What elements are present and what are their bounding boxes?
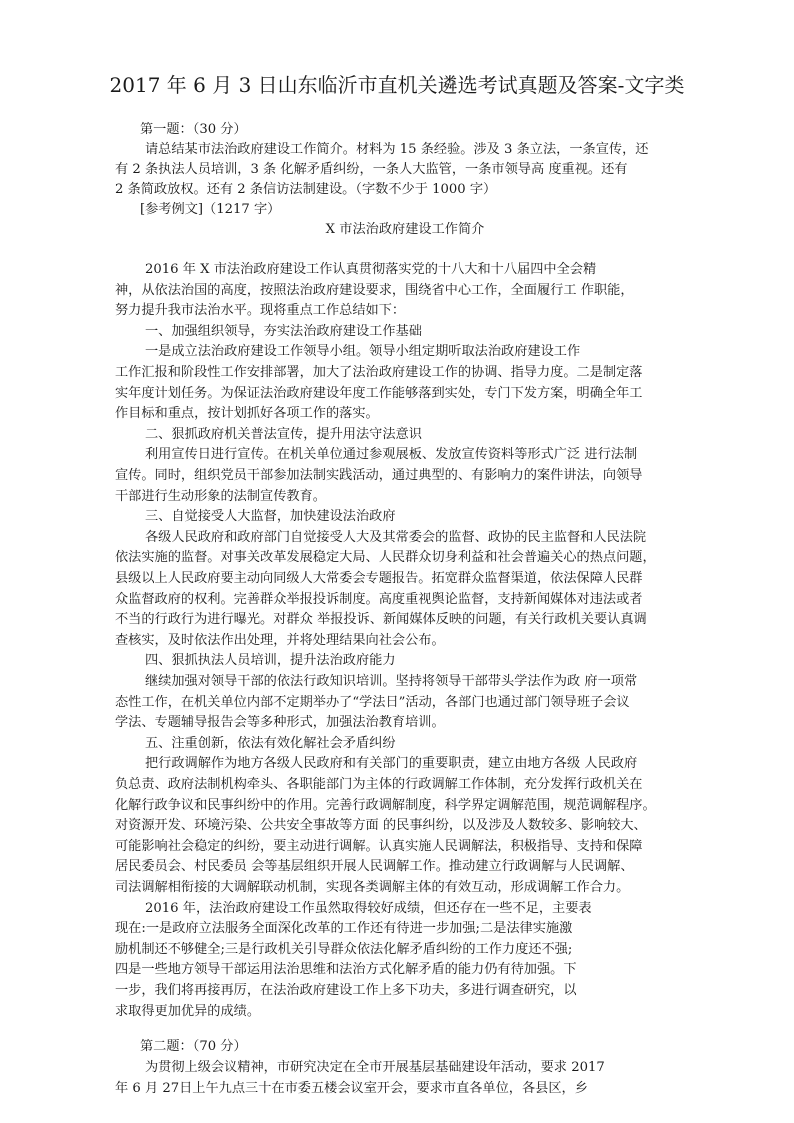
essay-title: X 市法治政府建设工作简介: [325, 222, 485, 237]
question-1-text-line: 有 2 条执法人员培训，3 条 化解矛盾纠纷，一条人大监管，一条市领导高 度重视。还有: [115, 162, 628, 177]
essay-line: 神，从依法治国的高度，按照法治政府建设要求，围绕省中心工作，全面履行工 作职能，: [115, 282, 634, 298]
essay-line: 众监督政府的权利。完善群众举报投诉制度。高度重视舆论监督，支持新闻媒体对违法或者: [115, 591, 643, 607]
essay-line: 各级人民政府和政府部门自觉接受人大及其常委会的监督、政协的民主监督和人民法院: [145, 529, 647, 545]
question-1-text-line: 2 条简政放权。还有 2 条信访法制建设。（字数不少于 1000 字）: [115, 182, 497, 197]
question-1-text-line: 请总结某市法治政府建设工作简介。材料为 15 条经验。涉及 3 条立法，一条宣传，还: [145, 142, 649, 157]
reference-label: [参考例文]（1217 字）: [140, 202, 281, 217]
essay-line: 一是成立法治政府建设工作领导小组。领导小组定期听取法治政府建设工作: [145, 344, 581, 360]
essay-line: 工作汇报和阶段性工作安排部署，加大了法治政府建设工作的协调、指导力度。二是制定落: [115, 365, 643, 380]
essay-line: 可能影响社会稳定的纠纷，要主动进行调解。认真实施人民调解法，积极指导、支持和保障: [115, 838, 643, 854]
essay-line: 继续加强对领导干部的依法行政知识培训。坚持将领导干部带头学法作为政 府一项常: [145, 674, 638, 689]
question-1-heading: 第一题：（30 分）: [140, 122, 247, 137]
section-heading: 二、狠抓政府机关普法宣传，提升用法守法意识: [145, 426, 422, 442]
question-2-text-line: 年 6 月 27日上午九点三十在市委五楼会议室开会，要求市直各单位，各县区，乡: [115, 1081, 588, 1097]
essay-line: 学法、专题辅导报告会等多种形式，加强法治教育培训。: [115, 715, 445, 731]
essay-line: 化解行政争议和民事纠纷中的作用。完善行政调解制度，科学界定调解范围，规范调解程序。: [115, 797, 656, 813]
essay-line: 司法调解相衔接的大调解联动机制，实现各类调解主体的有效互动，形成调解工作合力。: [115, 880, 630, 895]
section-heading: 四、狠抓执法人员培训，提升法治政府能力: [145, 653, 396, 669]
section-heading: 三、自觉接受人大监督，加快建设法治政府: [145, 509, 396, 525]
essay-line: 对资源开发、环境污染、公共安全事故等方面 的民事纠纷，以及涉及人数较多、影响较大、: [115, 818, 647, 834]
section-heading: 一、加强组织领导，夯实法治政府建设工作基础: [145, 323, 422, 339]
essay-line: 宣传。同时，组织党员干部参加法制实践活动，通过典型的、有影响力的案件讲法，向领导: [115, 468, 643, 483]
question-2-heading: 第二题：（70 分）: [140, 1039, 247, 1055]
essay-line: 作目标和重点，按计划抓好各项工作的落实。: [115, 406, 379, 422]
essay-line: 2016 年，法治政府建设工作虽然取得较好成绩，但还存在一些不足，主要表: [145, 900, 592, 916]
essay-line: 依法实施的监督。对事关改革发展稳定大局、人民群众切身利益和社会普遍关心的热点问题，: [115, 550, 656, 566]
essay-line: 努力提升我市法治水平。现将重点工作总结如下：: [115, 303, 406, 319]
essay-line: 一步，我们将再接再厉，在法治政府建设工作上多下功夫，多进行调查研究，以: [115, 983, 577, 998]
essay-line: 求取得更加优异的成绩。: [115, 1003, 261, 1019]
essay-line: 励机制还不够健全;三是行政机关引导群众依法化解矛盾纠纷的工作力度还不强;: [115, 941, 573, 957]
essay-line: 2016 年 X 市法治政府建设工作认真贯彻落实党的十八大和十八届四中全会精: [145, 262, 597, 277]
question-2-text-line: 为贯彻上级会议精神，市研究决定在全市开展基层基础建设年活动，要求 2017: [145, 1060, 605, 1076]
essay-line: 把行政调解作为地方各级人民政府和有关部门的重要职责，建立由地方各级 人民政府: [145, 756, 638, 772]
section-heading: 五、注重创新，依法有效化解社会矛盾纠纷: [145, 735, 396, 751]
essay-line: 查核实，及时依法作出处理，并将处理结果向社会公布。: [115, 632, 445, 648]
essay-line: 四是一些地方领导干部运用法治思维和法治方式化解矛盾的能力仍有待加强。下: [115, 962, 577, 978]
essay-line: 不当的行政行为进行曝光。对群众 举报投诉、新闻媒体反映的问题，有关行政机关要认真调: [115, 612, 647, 628]
essay-line: 利用宣传日进行宣传。在机关单位通过参观展板、发放宣传资料等形式广泛 进行法制: [145, 447, 638, 463]
document-title: 2017 年 6 月 3 日山东临沂市直机关遴选考试真题及答案-文字类: [109, 73, 685, 97]
essay-line: 负总责、政府法制机构牵头、各职能部门为主体的行政调解工作体制，充分发挥行政机关在: [115, 777, 643, 792]
essay-line: 态性工作，在机关单位内部不定期举办了“学法日”活动，各部门也通过部门领导班子会议: [115, 694, 630, 710]
essay-line: 干部进行生动形象的法制宣传教育。: [115, 488, 326, 504]
essay-line: 居民委员会、村民委员 会等基层组织开展人民调解工作。推动建立行政调解与人民调解、: [115, 859, 634, 875]
essay-line: 县级以上人民政府要主动向同级人大常委会专题报告。拓宽群众监督渠道，依法保障人民群: [115, 571, 643, 586]
essay-line: 现在:一是政府立法服务全面深化改革的工作还有待进一步加强;二是法律实施激: [115, 921, 573, 937]
essay-line: 实年度计划任务。为保证法治政府建设年度工作能够落到实处，专门下发方案，明确全年工: [115, 385, 643, 401]
